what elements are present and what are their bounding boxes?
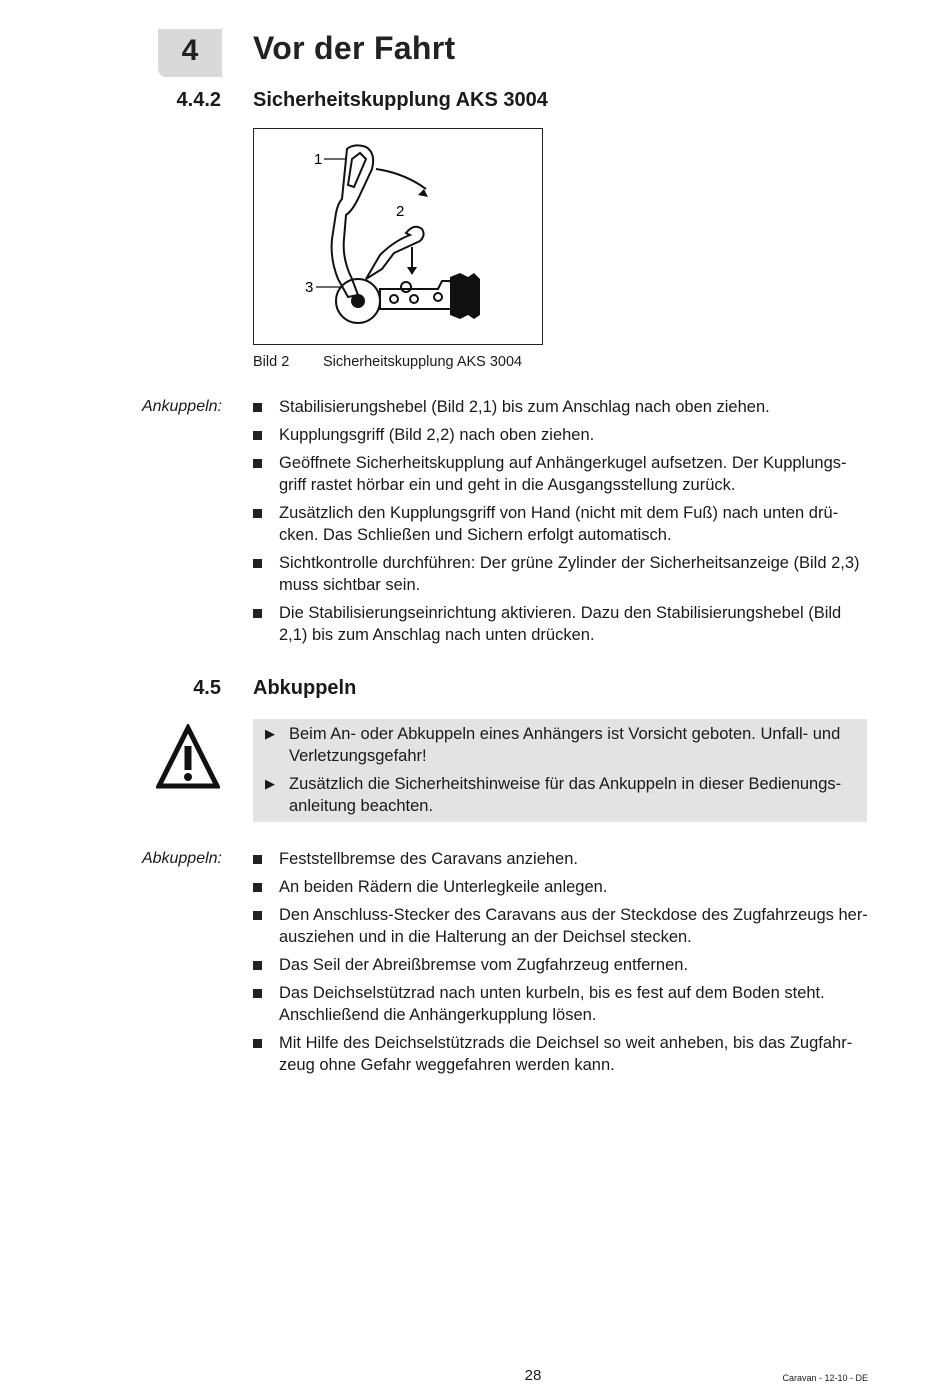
figure-label-2: 2 (396, 203, 405, 220)
list-item: Geöffnete Sicherheitskupplung auf Anhängerkugel aufsetzen. Der Kupplungs- griff rastet hörbar ein und geht in die Ausgangsstellung zurück. (253, 452, 873, 496)
warning-triangle-icon (156, 724, 220, 790)
figure-label-3: 3 (305, 279, 314, 296)
warning-item: ▶ Zusätzlich die Sicherheitshinweise für das Ankuppeln in dieser Bedienungs- anleitung beachten. (265, 775, 842, 815)
list-item: Die Stabilisierungseinrichtung aktivieren. Dazu den Stabilisierungshebel (Bild 2,1) bis zum Anschlag nach unten drücken. (253, 602, 873, 646)
section-title-45: Abkuppeln (253, 677, 357, 699)
arrow-right-icon: ▶ (265, 776, 275, 791)
list-item: Das Seil der Abreißbremse vom Zugfahrzeug entfernen. (253, 954, 873, 976)
list-item: Zusätzlich den Kupplungsgriff von Hand (nicht mit dem Fuß) nach unten drü- cken. Das Schließen und Sichern erfolgt automatisch. (253, 502, 873, 546)
section-number-442: 4.4.2 (176, 89, 221, 111)
abkuppeln-list (253, 848, 873, 1082)
list-item: Das Deichselstützrad nach unten kurbeln, bis es fest auf dem Boden steht. Anschließend die Anhängerkupplung lösen. (253, 982, 873, 1026)
abkuppeln-label: Abkuppeln: (141, 850, 222, 867)
list-item: Feststellbremse des Caravans anziehen. (253, 848, 873, 870)
list-item: An beiden Rädern die Unterlegkeile anlegen. (253, 876, 873, 898)
page-number: 28 (524, 1367, 542, 1384)
list-item: Stabilisierungshebel (Bild 2,1) bis zum Anschlag nach oben ziehen. (253, 396, 873, 418)
chapter-number: 4 (181, 34, 199, 67)
figure-caption (253, 354, 523, 370)
section-number-45: 4.5 (193, 677, 221, 699)
ankuppeln-list (253, 396, 873, 652)
arrow-right-icon: ▶ (265, 726, 275, 741)
document-id: Caravan - 12-10 - DE (782, 1373, 868, 1383)
warning-list (263, 723, 857, 817)
coupling-figure (253, 128, 543, 345)
list-item: Mit Hilfe des Deichselstützrads die Deichsel so weit anheben, bis das Zugfahr- zeug ohne Gefahr weggefahren werden kann. (253, 1032, 873, 1076)
chapter-title: Vor der Fahrt (253, 30, 456, 66)
coupling-illustration (254, 129, 541, 343)
caption-text: Sicherheitskupplung AKS 3004 (323, 354, 523, 370)
caption-label: Bild 2 (253, 354, 290, 370)
list-item: Kupplungsgriff (Bild 2,2) nach oben ziehen. (253, 424, 873, 446)
warning-item: ▶ Beim An- oder Abkuppeln eines Anhängers ist Vorsicht geboten. Unfall- und Verletzungsgefahr! (265, 725, 841, 765)
warning-box (253, 719, 867, 822)
figure-label-1: 1 (314, 151, 323, 168)
chapter-number-box (158, 29, 222, 77)
list-item: Den Anschluss-Stecker des Caravans aus der Steckdose des Zugfahrzeugs her- ausziehen und in die Halterung an der Deichsel stecken. (253, 904, 873, 948)
ankuppeln-label: Ankuppeln: (141, 398, 222, 415)
section-title-442: Sicherheitskupplung AKS 3004 (253, 89, 548, 111)
list-item: Sichtkontrolle durchführen: Der grüne Zylinder der Sicherheitsanzeige (Bild 2,3) muss sichtbar sein. (253, 552, 873, 596)
